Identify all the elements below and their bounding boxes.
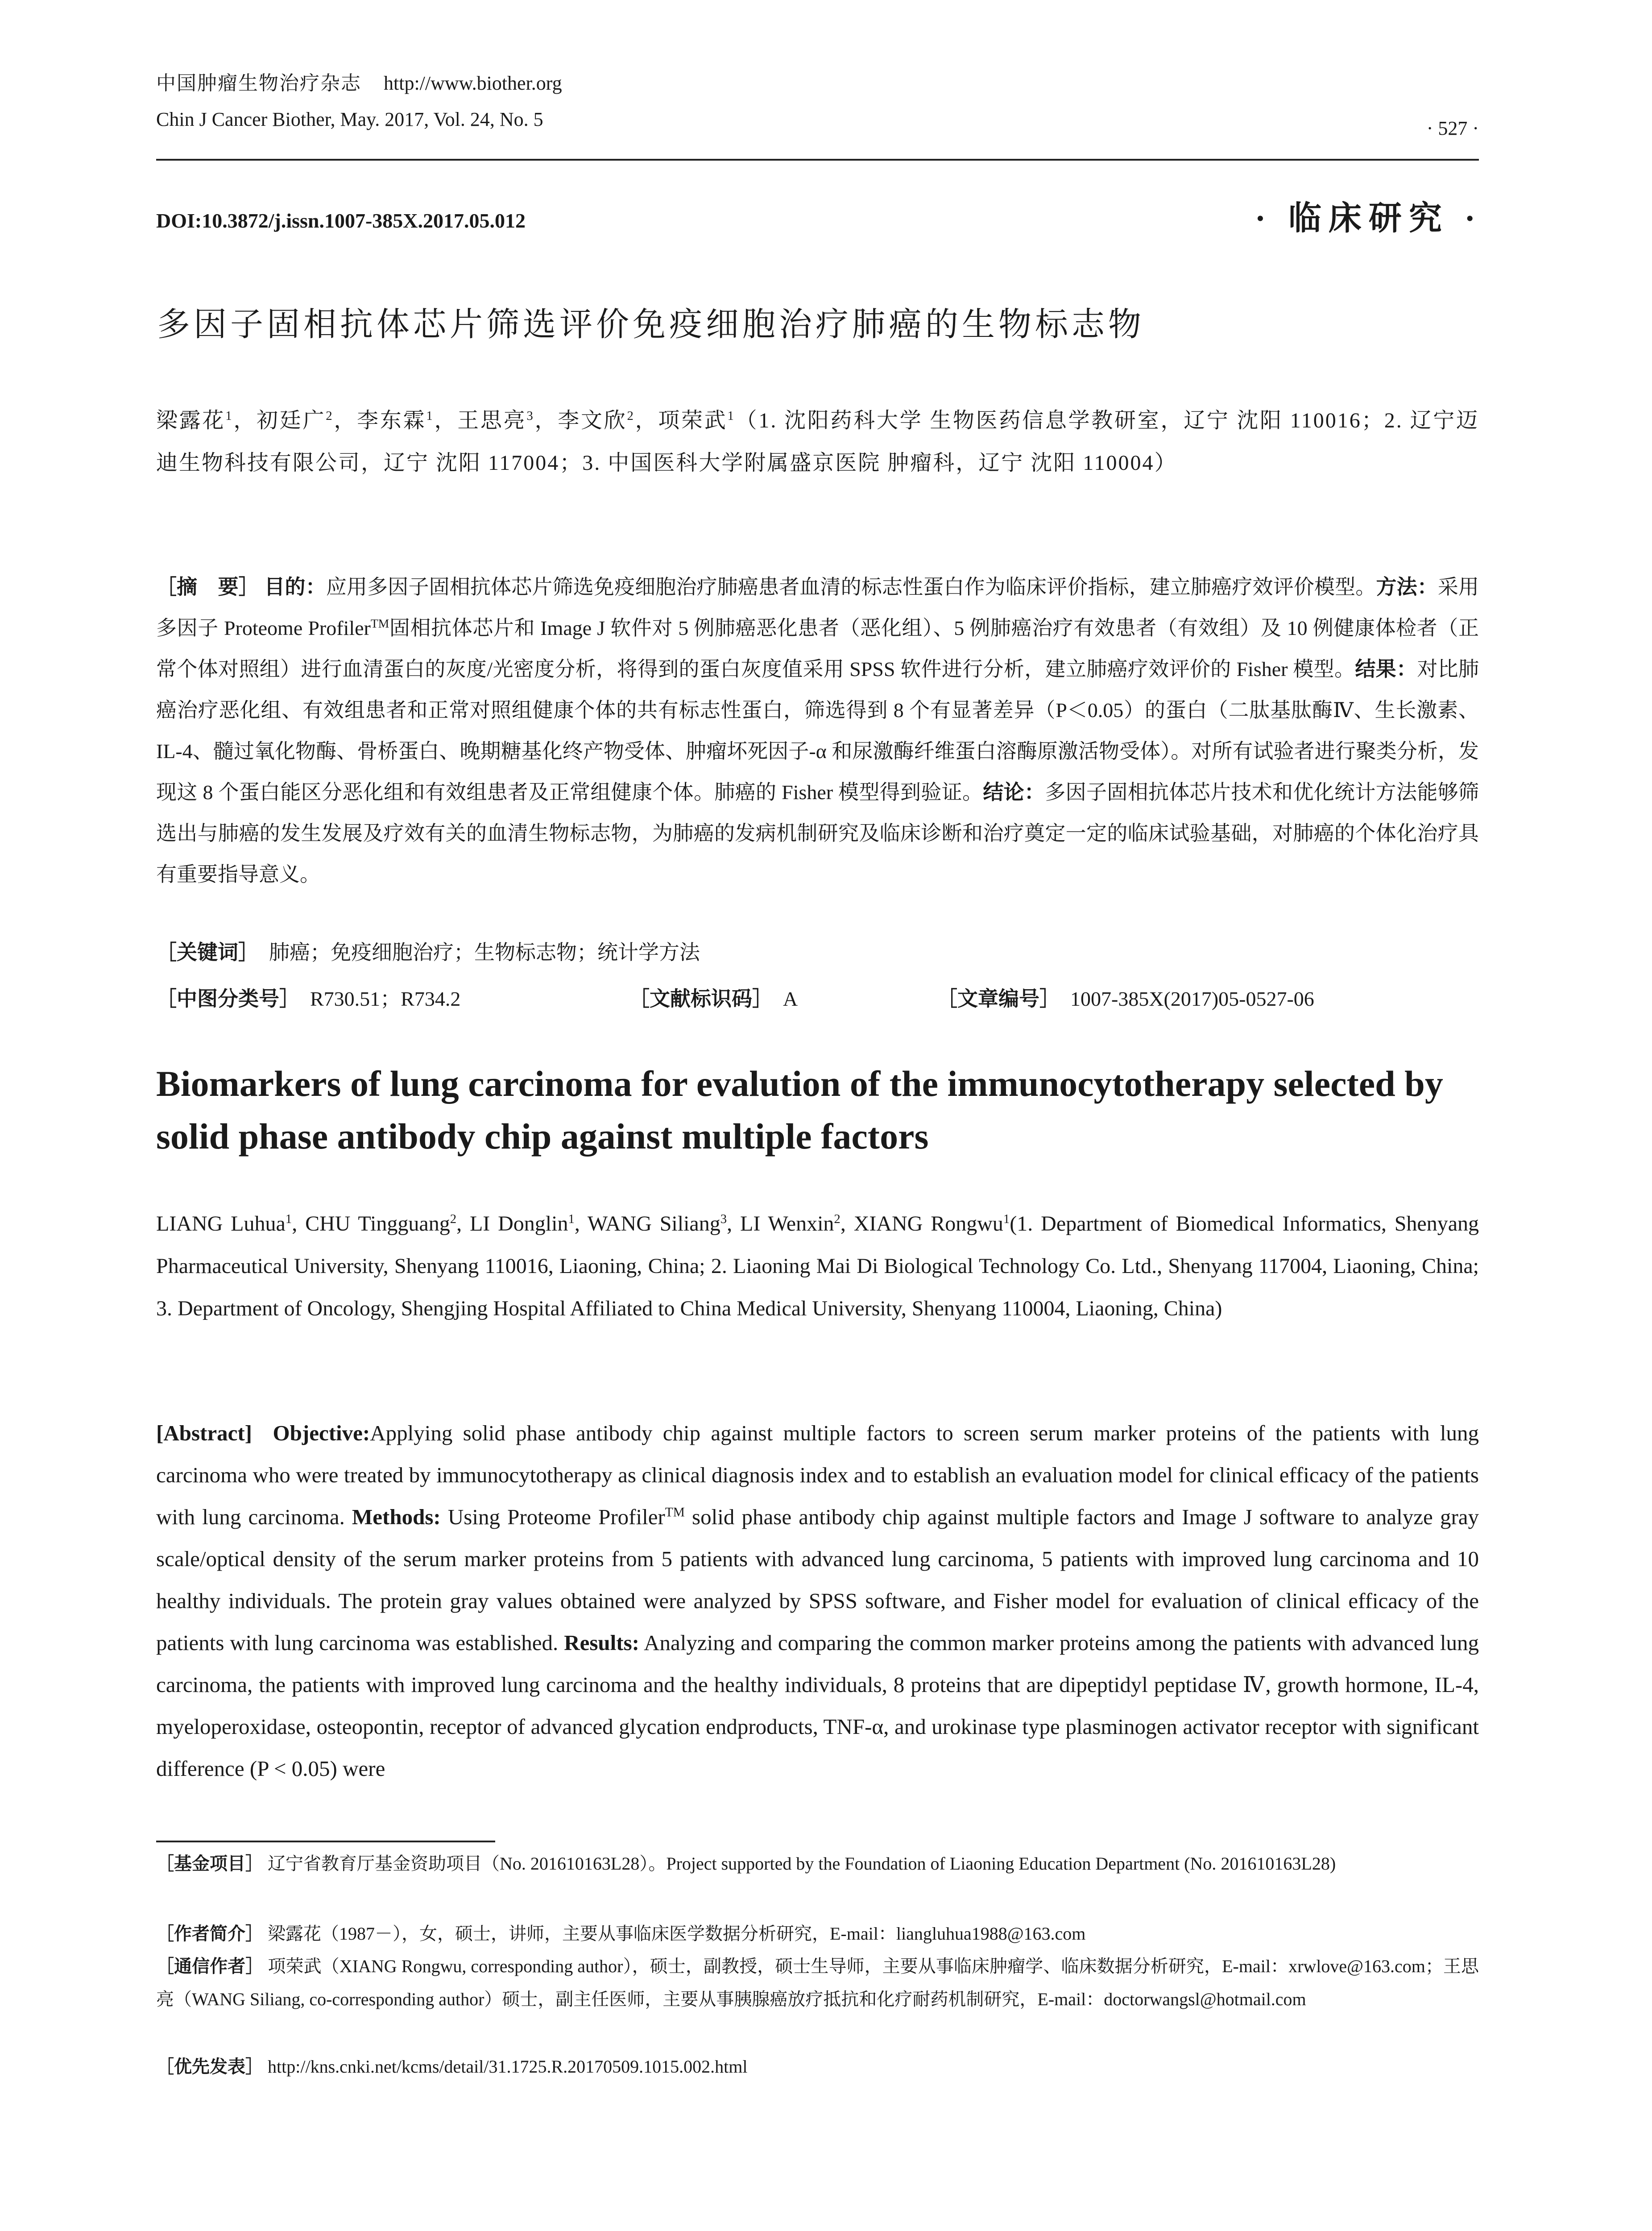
column-label: · 临床研究 · <box>1255 200 1482 237</box>
results-text: 对比肺癌治疗恶化组、有效组患者和正常对照组健康个体的共有标志性蛋白，筛选得到 8 个有显著差异（P＜0.05）的蛋白（二肽基肽酶Ⅳ、生长激素、IL-4、髓过氧化物酶、骨桥蛋白、晚期糖基化终产物受体、肿瘤坏死因子-α 和尿激酶纤维蛋白溶酶原激活物受体）。对所有试验者进行聚类分析，发现这 8 个蛋白能区分恶化组和有效组患者及正常组健康个体。肺癌的 Fisher 模型得到验证。 <box>156 658 1479 804</box>
keywords-text: 肺癌；免疫细胞治疗；生物标志物；统计学方法 <box>269 941 700 964</box>
methods-text: 固相抗体芯片和 Image J 软件对 5 例肺癌恶化患者（恶化组）、5 例肺癌治疗有效患者（有效组）及 10 例健康体检者（正常个体对照组）进行血清蛋白的灰度/光密度分析，将得到的蛋白灰度值采用 SPSS 软件进行分析，建立肺癌疗效评价的 Fisher 模型。 <box>156 617 1479 680</box>
affiliation-mark: 3 <box>526 409 534 423</box>
results-label: 结果： <box>1355 658 1417 680</box>
affiliation-mark: 1 <box>1003 1212 1010 1226</box>
author: ，项荣武 <box>634 409 728 432</box>
abstract-en <box>156 1412 1479 1790</box>
corresponding-text: 项荣武（XIANG Rongwu, corresponding author），硕士，副教授，硕士生导师，主要从事临床肿瘤学、临床数据分析研究，E-mail：xrwlove@163.com；王思亮（WANG Siliang, co-corresponding author）硕士，副主任医师，主要从事胰腺癌放疗抵抗和化疗耐药机制研究，E-mail：doctorwangsl@hotmail.com <box>156 1956 1479 2009</box>
trademark-mark: TM <box>370 616 389 630</box>
journal-url[interactable]: http://www.biother.org <box>384 72 562 94</box>
affiliation-mark: 2 <box>450 1212 457 1226</box>
journal-name-cn: 中国肿瘤生物治疗杂志 <box>156 72 361 94</box>
title-cn: 多因子固相抗体芯片筛选评价免疫细胞治疗肺癌的生物标志物 <box>157 307 1145 343</box>
journal-header-en: Chin J Cancer Biother, May. 2017, Vol. 24, No. 5 <box>156 108 543 130</box>
article-no-value: 1007-385X(2017)05-0527-06 <box>1070 987 1314 1010</box>
journal-header-cn <box>156 67 562 95</box>
objective-text: Applying solid phase antibody chip against multiple factors to screen serum marker proteins of the patients with lung carcinoma who were treated by immunocytotherapy as clinical diagnosis index and to establish an evaluation model for clinical efficacy of the patients with lung carcinoma. <box>156 1421 1479 1529</box>
authors-en <box>156 1203 1479 1330</box>
affiliation-mark: 2 <box>627 409 635 423</box>
objective-label: Objective: <box>273 1421 370 1445</box>
header-divider <box>156 159 1479 161</box>
article-no-label: ［文章编号］ <box>937 987 1060 1010</box>
author: ，李东霖 <box>333 409 426 432</box>
affiliation-mark: 1 <box>225 409 233 423</box>
abstract-cn <box>156 567 1479 895</box>
affiliation-mark: 1 <box>285 1212 292 1226</box>
authors-cn <box>156 399 1479 484</box>
author: , WANG Siliang <box>574 1212 720 1236</box>
clc-label: ［中图分类号］ <box>156 987 300 1010</box>
keywords-label: ［关键词］ <box>156 941 259 964</box>
footnote-corresponding <box>156 1950 1479 2016</box>
classification-row <box>156 983 1479 1014</box>
author: ，王思亮 <box>434 409 527 432</box>
affiliations-en: (1. Department of Biomedical Informatics, Shenyang Pharmaceutical University, Shenyang 110016, Liaoning, China; 2. Liaoning Mai Di Biological Technology Co. Ltd., Shenyang 117004, Liaoning, China; 3. Department of Oncology, Shengjing Hospital Affiliated to China Medical University, Shenyang 110004, Liaoning, China) <box>156 1212 1479 1320</box>
author: , LI Wenxin <box>727 1212 834 1236</box>
conclusion-text: 多因子固相抗体芯片技术和优化统计方法能够筛选出与肺癌的发生发展及疗效有关的血清生物标志物，为肺癌的发病机制研究及临床诊断和治疗奠定一定的临床试验基础，对肺癌的个体化治疗具有重要指导意义。 <box>156 781 1479 886</box>
footnote-fund <box>156 1847 1479 1880</box>
page-number: · 527 · <box>1426 117 1479 139</box>
corresponding-label: ［通信作者］ <box>156 1956 264 1976</box>
author: , XIANG Rongwu <box>840 1212 1003 1236</box>
author-bio-text: 梁露花（1987－），女，硕士，讲师，主要从事临床医学数据分析研究，E-mail：liangluhua1988@163.com <box>268 1924 1086 1944</box>
abstract-label: [Abstract] <box>156 1421 252 1445</box>
author-bio-label: ［作者简介］ <box>156 1924 263 1944</box>
footnote-divider <box>156 1841 495 1842</box>
author: , CHU Tingguang <box>292 1212 450 1236</box>
affiliation-mark: 2 <box>326 409 334 423</box>
author: 梁露花 <box>156 409 226 432</box>
doi: DOI:10.3872/j.issn.1007-385X.2017.05.012 <box>156 209 526 232</box>
objective-label: 目的： <box>264 576 326 598</box>
title-en: Biomarkers of lung carcinoma for evalution of the immunocytotherapy selected by solid phase antibody chip against multiple factors <box>156 1063 1443 1157</box>
author: ，李文欣 <box>534 409 627 432</box>
author: LIANG Luhua <box>156 1212 286 1236</box>
keywords-cn <box>156 937 1479 968</box>
doc-code-label: ［文献标识码］ <box>629 987 773 1010</box>
trademark-mark: TM <box>665 1505 685 1520</box>
objective-text: 应用多因子固相抗体芯片筛选免疫细胞治疗肺癌患者血清的标志性蛋白作为临床评价指标，建立肺癌疗效评价模型。 <box>326 576 1376 598</box>
results-text: Analyzing and comparing the common marker proteins among the patients with advanced lung carcinoma, the patients with improved lung carcinoma and the healthy individuals, 8 proteins that are dipeptidyl peptidase Ⅳ, growth hormone, IL-4, myeloperoxidase, osteopontin, receptor of advanced glycation endproducts, TNF-α, and urokinase type plasminogen activator receptor with significant difference (P < 0.05) were <box>156 1630 1479 1781</box>
author: ，初廷广 <box>233 409 326 432</box>
fund-text: 辽宁省教育厅基金资助项目（No. 201610163L28）。Project supported by the Foundation of Liaoning Education Department (No. 201610163L28) <box>268 1854 1336 1874</box>
footnote-online-first <box>156 2050 1479 2083</box>
doc-code-field <box>629 983 798 1012</box>
article-no-field <box>937 983 1314 1012</box>
conclusion-label: 结论： <box>983 781 1045 804</box>
abstract-label: ［摘 要］ <box>156 576 259 598</box>
methods-text: 采用多因子 Proteome Profiler <box>156 576 1479 639</box>
footnote-author <box>156 1917 1479 1950</box>
affiliation-mark: 1 <box>426 409 434 423</box>
fund-label: ［基金项目］ <box>156 1854 263 1874</box>
affiliation-mark: 3 <box>720 1212 727 1226</box>
clc-field <box>156 983 460 1012</box>
affiliations-cn: （1. 沈阳药科大学 生物医药信息学教研室，辽宁 沈阳 110016；2. 辽宁迈迪生物科技有限公司，辽宁 沈阳 117004；3. 中国医科大学附属盛京医院 肿瘤科，辽宁 沈阳 110004） <box>156 409 1479 475</box>
methods-label: 方法： <box>1376 576 1438 598</box>
affiliation-mark: 2 <box>834 1212 840 1226</box>
author: , LI Donglin <box>456 1212 568 1236</box>
affiliation-mark: 1 <box>727 409 735 423</box>
clc-value: R730.51；R734.2 <box>310 987 461 1010</box>
methods-text: solid phase antibody chip against multiple factors and Image J software to analyze gray scale/optical density of the serum marker proteins from 5 patients with advanced lung carcinoma, 5 patients with improved lung carcinoma and 10 healthy individuals. The protein gray values obtained were analyzed by SPSS software, and Fisher model for evaluation of clinical efficacy of the patients with lung carcinoma was established. <box>156 1505 1479 1655</box>
methods-text: Using Proteome Profiler <box>447 1505 665 1529</box>
affiliation-mark: 1 <box>568 1212 575 1226</box>
methods-label: Methods: <box>352 1505 441 1529</box>
online-first-label: ［优先发表］ <box>156 2057 263 2077</box>
results-label: Results: <box>564 1630 639 1655</box>
online-first-url[interactable]: http://kns.cnki.net/kcms/detail/31.1725.R.20170509.1015.002.html <box>268 2057 748 2077</box>
doc-code-value: A <box>783 987 798 1010</box>
